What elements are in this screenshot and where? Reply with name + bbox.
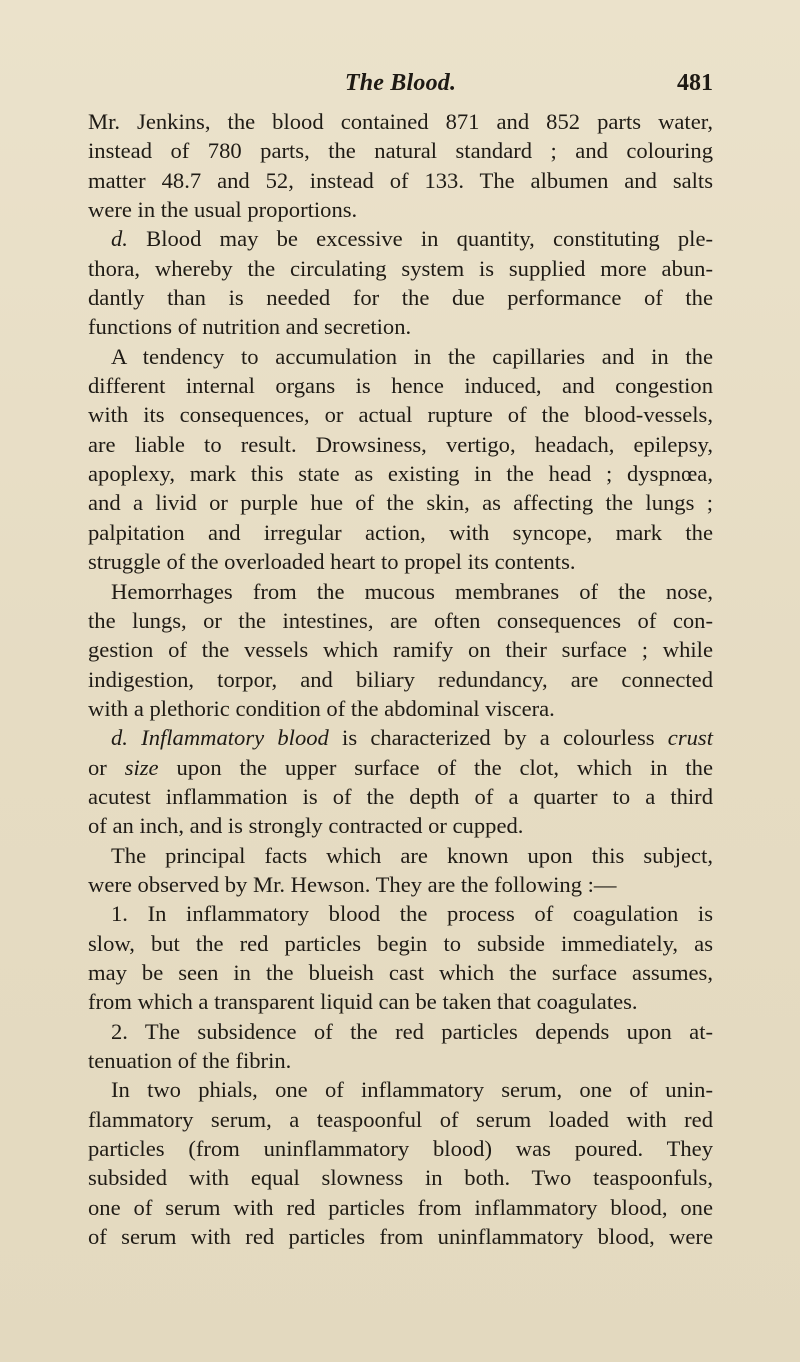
- body-text: [88, 107, 713, 1251]
- text-line: apoplexy, mark this state as existing in the head ; dyspnœa,: [88, 461, 713, 487]
- text-line: [88, 224, 713, 253]
- italic-segment: d.: [111, 725, 128, 751]
- text-line: instead of 780 parts, the natural standard ; and colouring: [88, 138, 713, 164]
- text-line: one of serum with red particles from inflammatory blood, one: [88, 1194, 713, 1220]
- text-line: different internal organs is hence induced, and congestion: [88, 373, 713, 399]
- text-line: palpitation and irregular action, with syncope, mark the: [88, 519, 713, 545]
- text-line: with a plethoric condition of the abdominal viscera.: [88, 695, 555, 721]
- text-line: [88, 723, 713, 752]
- text-line: A tendency to accumulation in the capillaries and in the: [111, 343, 713, 369]
- text-line: 2. The subsidence of the red particles depends upon at-: [111, 1018, 713, 1044]
- text-segment: upon the upper surface of the clot, which in the: [158, 754, 713, 780]
- text-line: Hemorrhages from the mucous membranes of the nose,: [111, 578, 713, 604]
- text-line: tenuation of the fibrin.: [88, 1048, 292, 1073]
- text-line: matter 48.7 and 52, instead of 133. The albumen and salts: [88, 167, 713, 193]
- text-line: from which a transparent liquid can be taken that coagulates.: [88, 989, 638, 1015]
- text-line: gestion of the vessels which ramify on their surface ; while: [88, 637, 713, 663]
- text-segment: [128, 725, 141, 750]
- text-line: of an inch, and is strongly contracted or cupped.: [88, 813, 524, 839]
- text-line: In two phials, one of inflammatory serum, one of unin-: [111, 1077, 713, 1103]
- text-line: subsided with equal slowness in both. Two teaspoonfuls,: [88, 1165, 713, 1191]
- text-line: Mr. Jenkins, the blood contained 871 and 852 parts water,: [88, 109, 713, 134]
- text-line: are liable to result. Drowsiness, vertigo, headach, epilepsy,: [88, 431, 713, 457]
- text-segment: Blood may be excessive in quantity, constituting ple-: [127, 226, 713, 252]
- text-line: the lungs, or the intestines, are often consequences of con-: [88, 607, 713, 633]
- text-line: and a livid or purple hue of the skin, as affecting the lungs ;: [88, 490, 713, 516]
- running-title: The Blood.: [344, 70, 457, 96]
- italic-segment: size: [124, 754, 159, 780]
- text-line: functions of nutrition and secretion.: [88, 314, 412, 340]
- italic-segment: Inflammatory blood: [141, 725, 329, 751]
- italic-segment: crust: [667, 725, 713, 751]
- text-line: of serum with red particles from uninflammatory blood, were: [88, 1224, 713, 1250]
- page-number: 481: [677, 70, 713, 96]
- text-line: struggle of the overloaded heart to propel its contents.: [88, 549, 576, 575]
- text-segment: or: [88, 754, 125, 780]
- text-line: dantly than is needed for the due performance of the: [88, 285, 713, 311]
- text-line: The principal facts which are known upon this subject,: [111, 842, 713, 868]
- text-line: [88, 753, 713, 782]
- text-line: particles (from uninflammatory blood) was poured. They: [88, 1136, 713, 1162]
- text-line: with its consequences, or actual rupture of the blood-vessels,: [88, 402, 713, 428]
- text-line: were in the usual proportions.: [88, 197, 358, 223]
- text-line: were observed by Mr. Hewson. They are the following :—: [88, 871, 617, 897]
- text-line: flammatory serum, a teaspoonful of serum loaded with red: [88, 1106, 713, 1132]
- text-line: 1. In inflammatory blood the process of coagulation is: [111, 901, 713, 927]
- text-segment: is characterized by a colourless: [328, 725, 668, 751]
- text-line: slow, but the red particles begin to subside immediately, as: [88, 930, 713, 956]
- text-line: indigestion, torpor, and biliary redundancy, are connected: [88, 666, 713, 692]
- running-head: [88, 70, 713, 110]
- text-line: may be seen in the blueish cast which the surface assumes,: [88, 959, 713, 985]
- text-line: acutest inflammation is of the depth of a quarter to a third: [88, 783, 713, 809]
- text-line: thora, whereby the circulating system is supplied more abun-: [88, 255, 713, 281]
- italic-segment: d.: [111, 226, 128, 252]
